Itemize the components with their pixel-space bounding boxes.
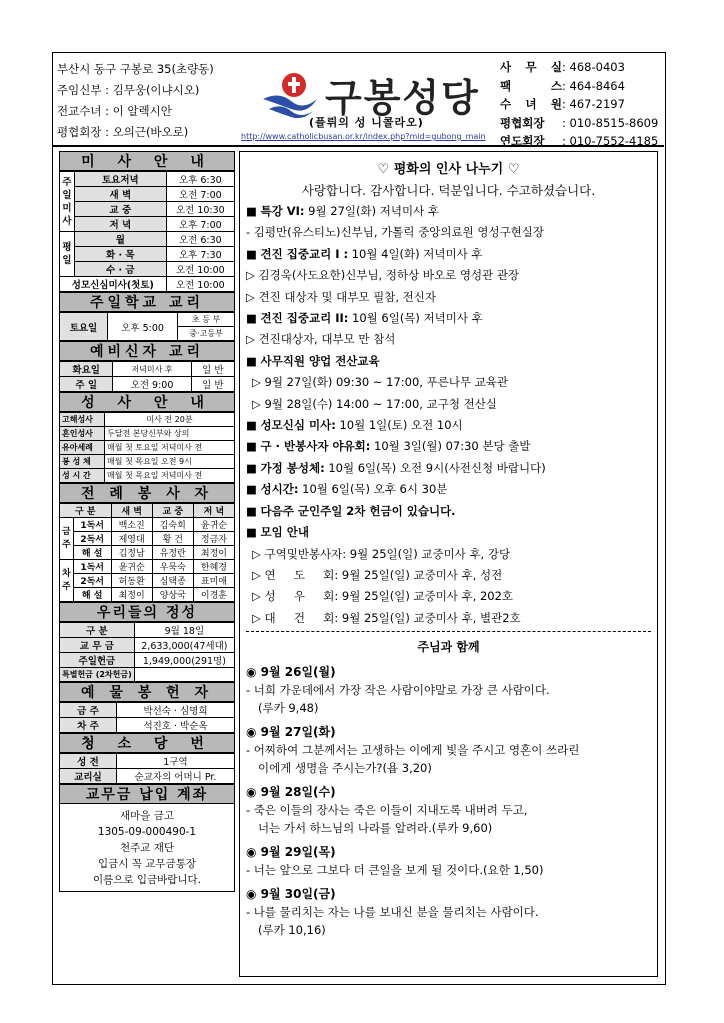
catechumen-title: 예비신자 교리 [59,341,235,361]
sunday-school-title: 주일학교 교리 [59,292,235,312]
account-info: 새마을 금고 1305-09-000490-1 천주교 재단 입금시 꼭 교무금통장 이름으로 입금바랍니다. [59,804,235,892]
offering-title: 우리들의 정성 [59,602,235,622]
liturgy-servers-table: 구 분 새 벽 교 중 저 녁 금주 1독서 백소진 김숙희 윤귀순 2독서 제영대 황 건 정금자 해 설 김정남 유정란 최정이 차주 1독서 윤귀순 우묵숙 한혜경 2독서 허동환 심택종 표미애 해 설 최정이 양상국 이경훈 [59,503,235,602]
divider [246,631,651,632]
daily-verse: ◉ 9월 26일(월) - 너희 가운데에서 가장 작은 사람이야말로 가장 큰 사람이다. (루카 9,48) [246,665,550,716]
bulletin-page [52,52,666,985]
parish-subtitle: (플뤼의 성 니콜라오) [309,116,424,129]
liturgy-servers-title: 전 례 봉 사 자 [59,483,235,503]
greeting-text: 사랑합니다. 감사합니다. 덕분입니다. 수고하셨습니다. [301,183,596,198]
daily-verse: ◉ 9월 27일(화) - 어찌하여 그분께서는 고생하는 이에게 빛을 주시고 영혼이 쓰라린 이에게 생명을 주시는가?(욥 3,20) [246,725,580,776]
contact-row: 수 녀 원 : 467-2197 [500,97,625,111]
mass-schedule-title: 미 사 안 내 [59,151,235,171]
cleaning-table: 성 전 1구역 교리실 순교자의 어머니 Pr. [59,753,235,784]
with-lord-title: 주님과 함께 [417,640,480,655]
address: 부산시 동구 구봉로 35(초량동) [57,62,214,76]
contact-row: 팩 스 : 464-8464 [500,78,625,93]
notices [240,201,657,629]
right-column [239,151,658,977]
sacrament-table: 고해성사 미사 전 20분 혼인성사 두달전 본당신부와 상의 유아세례 매월 첫 토요일 저녁미사 전 봉 성 체 매월 첫 목요일 오전 9시 성 시 간 매월 첫 목요일 저녁미사 전 [59,412,235,483]
header [53,53,664,147]
daily-verse: ◉ 9월 28일(수) - 죽은 이들의 장사는 죽은 이들이 지내도록 내버려 두고, 너는 가서 하느님의 나라를 알려라.(루카 9,60) [246,785,528,836]
missionary: 전교수녀 : 이 알렉시안 [57,104,172,118]
notice-detail: ▷ 연 도 회: 9월 25일(일) 교중미사 후, 성전 [252,567,503,582]
mass-schedule-table: 주일미사 토요저녁 오후 6:30 새 벽 오전 7:00 교 중 오전 10:30 저 녁 오후 7:00 평일 월 오전 6:30 화 · 목 오후 7:30 수 · 금 오전 10:00 성모신심미사(첫토) 오전 10:00 [59,171,235,292]
greeting-title: ♡ 평화의 인사 나누기 ♡ [377,162,520,177]
account-title: 교무금 납입 계좌 [59,784,235,804]
cleaning-title: 청 소 당 번 [59,733,235,753]
header-info [57,59,214,143]
notice-detail: ▷ 김경욱(사도요한)신부님, 정하상 바오로 영성관 관장 [246,268,520,283]
notice-item: ■ 사무직원 양업 전산교육 [246,353,380,368]
notice-item: ■ 성모신심 미사: 10월 1일(토) 오전 10시 [246,418,463,433]
notice-item: ■ 모임 안내 [246,525,309,540]
pastor: 주임신부 : 김무웅(이냐시오) [57,83,200,97]
contact-row: 평협회장 : 010-8515-8609 [500,115,659,130]
notice-detail: ▷ 구역및반봉사자: 9월 25일(일) 교중미사 후, 강당 [252,546,511,561]
notice-detail: ▷ 9월 28일(수) 14:00 ~ 17:00, 교구청 전산실 [252,396,497,411]
notice-item: ■ 견진 집중교리 II: 10월 6일(목) 저녁미사 후 [246,311,483,326]
notice-detail: ▷ 성 우 회: 9월 25일(일) 교중미사 후, 202호 [252,589,514,604]
parish-title: 구봉성당 [325,76,480,120]
notice-item: ■ 견진 집중교리 I : 10월 4일(화) 저녁미사 후 [246,246,483,261]
sunday-school-table: 토요일 오후 5:00 초 등 부 중·고등부 [59,312,235,341]
council-president: 평협회장 : 오의근(바오로) [57,125,189,139]
notice-item: ■ 가정 봉성체: 10월 6일(목) 오전 9시(사전신청 바랍니다) [246,460,546,475]
notice-detail: ▷ 9월 27일(화) 09:30 ~ 17:00, 푸른나무 교육관 [252,375,509,390]
contact-row: 사 무 실 : 468-0403 [500,60,625,74]
catechumen-table: 화요일 저녁미사 후 일 반 주 일 오전 9:00 일 반 [59,361,235,392]
notice-detail: ▷ 대 건 회: 9월 25일(일) 교중미사 후, 별관2호 [252,610,521,625]
daily-verse: ◉ 9월 30일(금) - 나를 물리치는 자는 나를 보내신 분을 물리치는 사람이다. (루카 10,16) [246,887,539,938]
sacrament-title: 성 사 안 내 [59,392,235,412]
notice-item: ■ 특강 VI: 9월 27일(화) 저녁미사 후 [246,204,439,218]
notice-item: ■ 구 · 반봉사자 야유회: 10월 3일(월) 07:30 본당 출발 [246,439,531,454]
daily-verse: ◉ 9월 29일(목) - 너는 앞으로 그보다 더 큰일을 보게 될 것이다.(요한 1,50) [246,845,544,878]
left-column [59,151,235,892]
offering-table: 구 분 9월 18일 교 무 금 2,633,000(47세대) 주일헌금 1,949,000(291명) 특별헌금 (2차헌금) [59,622,235,682]
notice-detail: ▷ 견진대상자, 대부모 만 참석 [246,332,396,347]
contact-row: 연도회장 : 010-7552-4185 [500,134,659,148]
offerers-title: 예 물 봉 헌 자 [59,682,235,702]
notice-item: ■ 다음주 군인주일 2차 헌금이 있습니다. [246,503,456,518]
sunday-mass-label: 주일미사 [60,172,75,232]
weekday-mass-label: 평일 [60,232,75,277]
notice-item: ■ 성시간: 10월 6일(목) 오후 6시 30분 [246,482,448,497]
contact-list [500,58,658,151]
notice-detail: - 김평만(유스티노)신부님, 가톨릭 중앙의료원 영성구현실장 [246,225,545,240]
notice-detail: ▷ 견진 대상자 및 대부모 필참, 전신자 [246,289,436,304]
offerers-table: 금 주 박선숙 · 심명희 차 주 석진호 · 박순옥 [59,702,235,733]
parish-url-link[interactable]: http://www.catholicbusan.or.kr/index.php?mid=gubong_main [241,132,486,141]
